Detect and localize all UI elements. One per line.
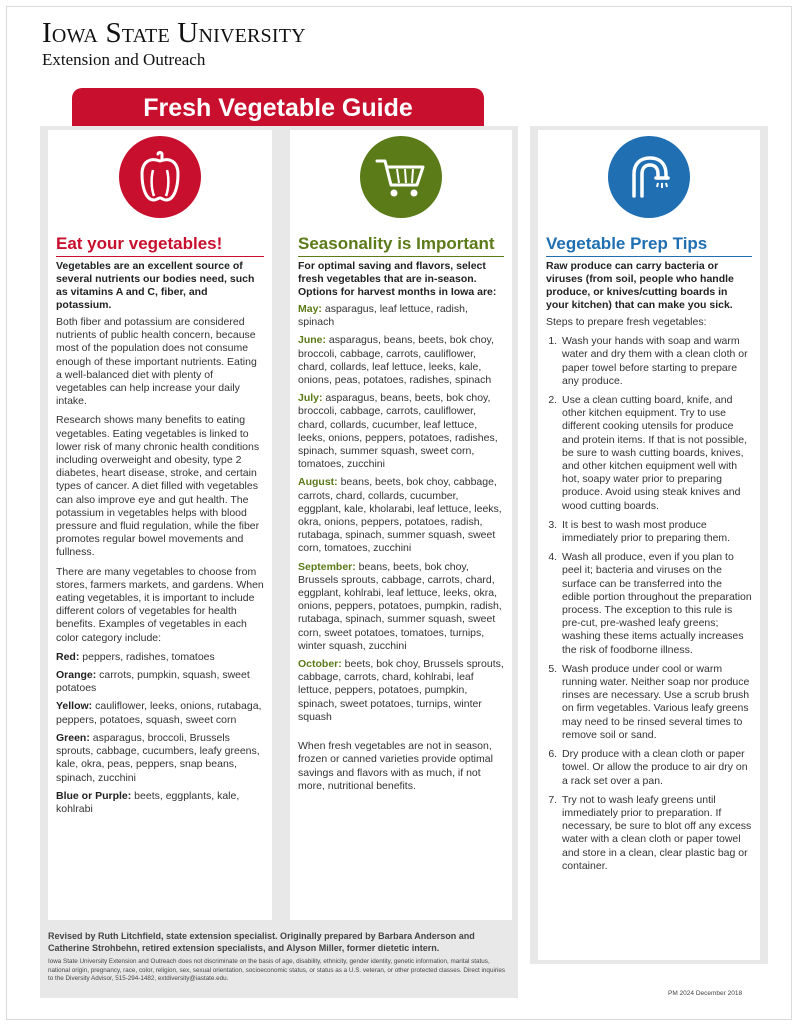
eat-vegetables-column: [48, 130, 272, 920]
month-august: August: beans, beets, bok choy, cabbage, carrots, chard, collards, cucumber, eggplant, kale, kholarabi, leaf lettuce, leeks, okra, onions, peppers, potatoes, radish, rutabaga, spinach, summer squash, sweet corn, tomatoes, zucchini: [298, 476, 502, 555]
month-september: September: beans, beets, bok choy, Brussels sprouts, cabbage, carrots, chard, eggplant, kohlrabi, leaf lettuce, leeks, okra, onions, peppers, potatoes, pumpkin, radish, rutabaga, spinach, summer squash, sweet corn, sweet potatoes, tomatoes, turnips, winter squash, zucchini: [298, 560, 502, 652]
title-rule: [546, 256, 752, 257]
extension-name: Extension and Outreach: [42, 50, 206, 69]
shopping-cart-icon: [360, 136, 442, 218]
publication-number: PM 2024 December 2018: [668, 990, 743, 997]
prep-step: 1. Wash your hands with soap and warm water and dry them with a clean cloth or paper towel before starting to prepare any produce.: [560, 335, 752, 388]
paragraph: Both fiber and potassium are considered nutrients of public health concern, because most of the population does not consume enough of these important nutrients. Eating a well-balanced diet with plenty of vegetables can help increase your daily intake.: [56, 316, 257, 408]
color-category-yellow: Yellow: cauliflower, leeks, onions, rutabaga, peppers, potatoes, squash, sweet corn: [56, 700, 262, 726]
color-category-red: Red: peppers, radishes, tomatoes: [56, 650, 215, 663]
faucet-icon: [608, 136, 690, 218]
month-july: July: asparagus, beans, beets, bok choy, broccoli, cabbage, carrots, cauliflower, chard, collards, cucumber, leaf lettuce, leeks, onions, peppers, potatoes, radishes, spinach, summer squash, sweet corn, tomatoes, zucchini: [298, 392, 498, 471]
prep-tips-column: [538, 130, 760, 960]
lead-text: Raw produce can carry bacteria or viruses (from soil, people who handle produce, or knives/cutting boards in your kitchen) that can make you sick.: [546, 260, 734, 311]
month-october: October: beets, bok choy, Brussels sprouts, cabbage, carrots, chard, kohlrabi, leaf lettuce, peppers, potatoes, pumpkin, spinach, sweet potatoes, turnips, winter squash: [298, 658, 504, 723]
color-category-orange: Orange: carrots, pumpkin, squash, sweet potatoes: [56, 669, 250, 695]
month-may: May: asparagus, leaf lettuce, radish, spinach: [298, 303, 468, 329]
isu-logo: [42, 18, 306, 70]
footer-credits: [40, 926, 518, 998]
prep-step: 5. Wash produce under cool or warm running water. Neither soap nor produce rinses are necessary. Use a scrub brush on firm vegetables. Various leafy greens may need to be rinsed several times to remove soil or sand.: [560, 663, 752, 742]
seasonality-column: [290, 130, 512, 920]
title-rule: [298, 256, 504, 257]
bell-pepper-icon: [119, 136, 201, 218]
column-title: Vegetable Prep Tips: [546, 234, 708, 253]
prep-step: 4. Wash all produce, even if you plan to peel it; bacteria and viruses on the surface can be transferred into the edible portion throughout the preparation process. The exception to this rule is pre-cut, pre-washed leafy greens; washing these items actually increases the risk of foodborne illness.: [560, 551, 752, 657]
color-category-blue-purple: Blue or Purple: beets, eggplants, kale, kohlrabi: [56, 789, 240, 815]
university-name: Iowa State University: [42, 17, 306, 49]
credit-text: Revised by Ruth Litchfield, state extension specialist. Originally prepared by Barbara Anderson and Catherine Strohbehn, retired extension specialists, and Alyson Miller, former dietetic intern.: [48, 931, 475, 953]
prep-step: 2. Use a clean cutting board, knife, and other kitchen equipment. Try to use different cooking utensils for produce and protein items. If that is not possible, be sure to wash cutting boards, knives, and other kitchen equipment well with hot, soapy water prior to preparing produce. Avoid using steak knives and wood cutting boards.: [560, 394, 752, 513]
steps-intro: Steps to prepare fresh vegetables:: [546, 316, 707, 328]
disclaimer-text: Iowa State University Extension and Outreach does not discriminate on the basis of age, disability, ethnicity, gender identity, genetic information, marital status, national origin, pregnancy, race, color, religion, sex, sexual orientation, socioeconomic status, or status as a U.S. veteran, or other protected classes. Direct inquiries to the Diversity Advisor, 515-294-1482, extdiversity@iastate.edu.: [48, 958, 505, 982]
paragraph: Research shows many benefits to eating vegetables. Eating vegetables is linked to lower risk of many chronic health conditions including overweight and obesity, type 2 diabetes, heart disease, stroke, and certain types of cancer. A diet filled with vegetables can also improve eye and gut health. The potassium in vegetables helps with blood pressure and fluid regulation, while the fiber promotes regular bowel movements and fullness.: [56, 414, 260, 559]
lead-text: Vegetables are an excellent source of several nutrients our bodies need, such as vitamins A and C, fiber, and potassium.: [56, 260, 255, 311]
month-june: June: asparagus, beans, beets, bok choy, broccoli, cabbage, carrots, cauliflower, chard, collards, leaf lettuce, leeks, kale, onions, peas, potatoes, radishes, spinach: [298, 334, 494, 387]
closing-paragraph: When fresh vegetables are not in season, frozen or canned varieties provide optimal savings and flavors with as much, if not more, nutritional benefits.: [298, 740, 493, 792]
color-category-green: Green: asparagus, broccoli, Brussels sprouts, cabbage, cucumbers, leafy greens, kale, okra, peas, peppers, snap beans, spinach, zucchini: [56, 731, 260, 784]
prep-step: 6. Dry produce with a clean cloth or paper towel. Or allow the produce to air dry on a rack set over a pan.: [560, 748, 752, 788]
column-title: Seasonality is Important: [298, 234, 495, 253]
guide-title-banner: Fresh Vegetable Guide: [72, 88, 484, 126]
paragraph: There are many vegetables to choose from stores, farmers markets, and gardens. When eating vegetables, it is important to include different colors of vegetables for health benefits. Examples of vegetables in each color category include:: [56, 565, 264, 644]
prep-step: 7. Try not to wash leafy greens until immediately prior to preparation. If necessary, be sure to blot off any excess water with a clean cloth or paper towel and store in a clean, clear plastic bag or container.: [560, 794, 752, 873]
lead-text: For optimal saving and flavors, select fresh vegetables that are in-season. Options for harvest months in Iowa are:: [298, 260, 497, 298]
title-rule: [56, 256, 264, 257]
prep-steps-list: [546, 335, 752, 873]
column-title: Eat your vegetables!: [56, 234, 223, 253]
prep-step: 3. It is best to wash most produce immediately prior to preparing them.: [560, 519, 752, 545]
